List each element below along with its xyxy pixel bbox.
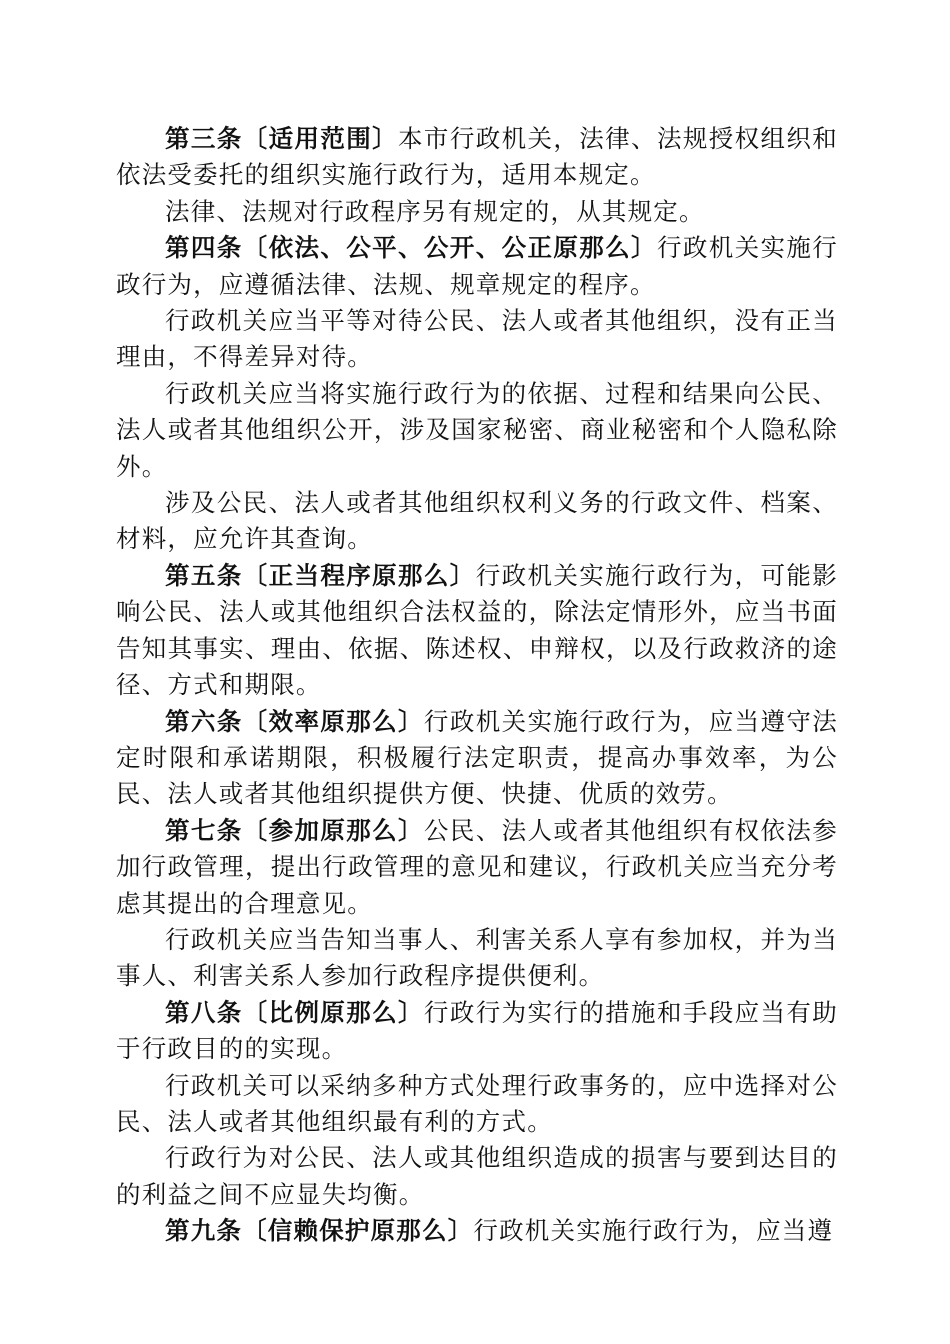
article-heading: 第七条〔参加原那么〕	[165, 815, 424, 845]
article-heading: 第四条〔依法、公平、公开、公正原那么〕	[165, 233, 657, 263]
paragraph-body: 法律、法规对行政程序另有规定的，从其规定。	[165, 196, 705, 226]
paragraph-body: 公民、法人或者其他组织有权依法参加行政管理，提出行政管理的意见和建议，行政机关应当充分考虑其提出的合理意见。	[116, 815, 838, 918]
paragraph	[116, 1213, 838, 1249]
paragraph-body: 行政行为实行的措施和手段应当有助于行政目的的实现。	[116, 997, 838, 1064]
document-page	[116, 121, 838, 1250]
paragraph-body: 行政机关应当告知当事人、利害关系人享有参加权，并为当事人、利害关系人参加行政程序提供便利。	[116, 924, 838, 991]
article-heading: 第三条〔适用范围〕	[165, 124, 399, 153]
paragraph-body: 行政机关实施行政行为，应当遵	[473, 1216, 834, 1246]
article-heading: 第九条〔信赖保护原那么〕	[165, 1216, 474, 1246]
paragraph	[116, 813, 838, 922]
paragraph	[116, 230, 838, 303]
article-heading: 第八条〔比例原那么〕	[165, 997, 424, 1027]
article-heading: 第六条〔效率原那么〕	[165, 706, 424, 736]
paragraph	[116, 485, 838, 558]
paragraph	[116, 194, 838, 230]
paragraph	[116, 558, 838, 704]
paragraph	[116, 303, 838, 376]
paragraph-body: 行政机关实施行政行为，可能影响公民、法人或其他组织合法权益的，除法定情形外，应当书面告知其事实、理由、依据、陈述权、申辩权，以及行政救济的途径、方式和期限。	[116, 560, 838, 700]
paragraph-body: 行政机关应当平等对待公民、法人或者其他组织，没有正当理由，不得差异对待。	[116, 306, 838, 372]
paragraph	[116, 376, 838, 485]
paragraph	[116, 922, 838, 995]
paragraph-body: 本市行政机关，法律、法规授权组织和依法受委托的组织实施行政行为，适用本规定。	[116, 124, 838, 190]
paragraph	[116, 121, 838, 194]
paragraph	[116, 1068, 838, 1141]
paragraph-body: 涉及公民、法人或者其他组织权利义务的行政文件、档案、材料，应允许其查询。	[116, 488, 838, 554]
paragraph-body: 行政机关实施行政行为，应当遵守法定时限和承诺期限，积极履行法定职责，提高办事效率，为公民、法人或者其他组织提供方便、快捷、优质的效劳。	[116, 706, 838, 809]
article-heading: 第五条〔正当程序原那么〕	[165, 560, 476, 590]
paragraph-body: 行政机关应当将实施行政行为的依据、过程和结果向公民、法人或者其他组织公开，涉及国家秘密、商业秘密和个人隐私除外。	[116, 378, 838, 481]
paragraph	[116, 995, 838, 1068]
paragraph	[116, 1140, 838, 1213]
paragraph-body: 行政机关实施行政行为，应遵循法律、法规、规章规定的程序。	[116, 233, 838, 299]
paragraph-body: 行政机关可以采纳多种方式处理行政事务的，应中选择对公民、法人或者其他组织最有利的方式。	[116, 1070, 838, 1136]
paragraph-body: 行政行为对公民、法人或其他组织造成的损害与要到达目的的利益之间不应显失均衡。	[116, 1143, 838, 1209]
paragraph	[116, 704, 838, 813]
